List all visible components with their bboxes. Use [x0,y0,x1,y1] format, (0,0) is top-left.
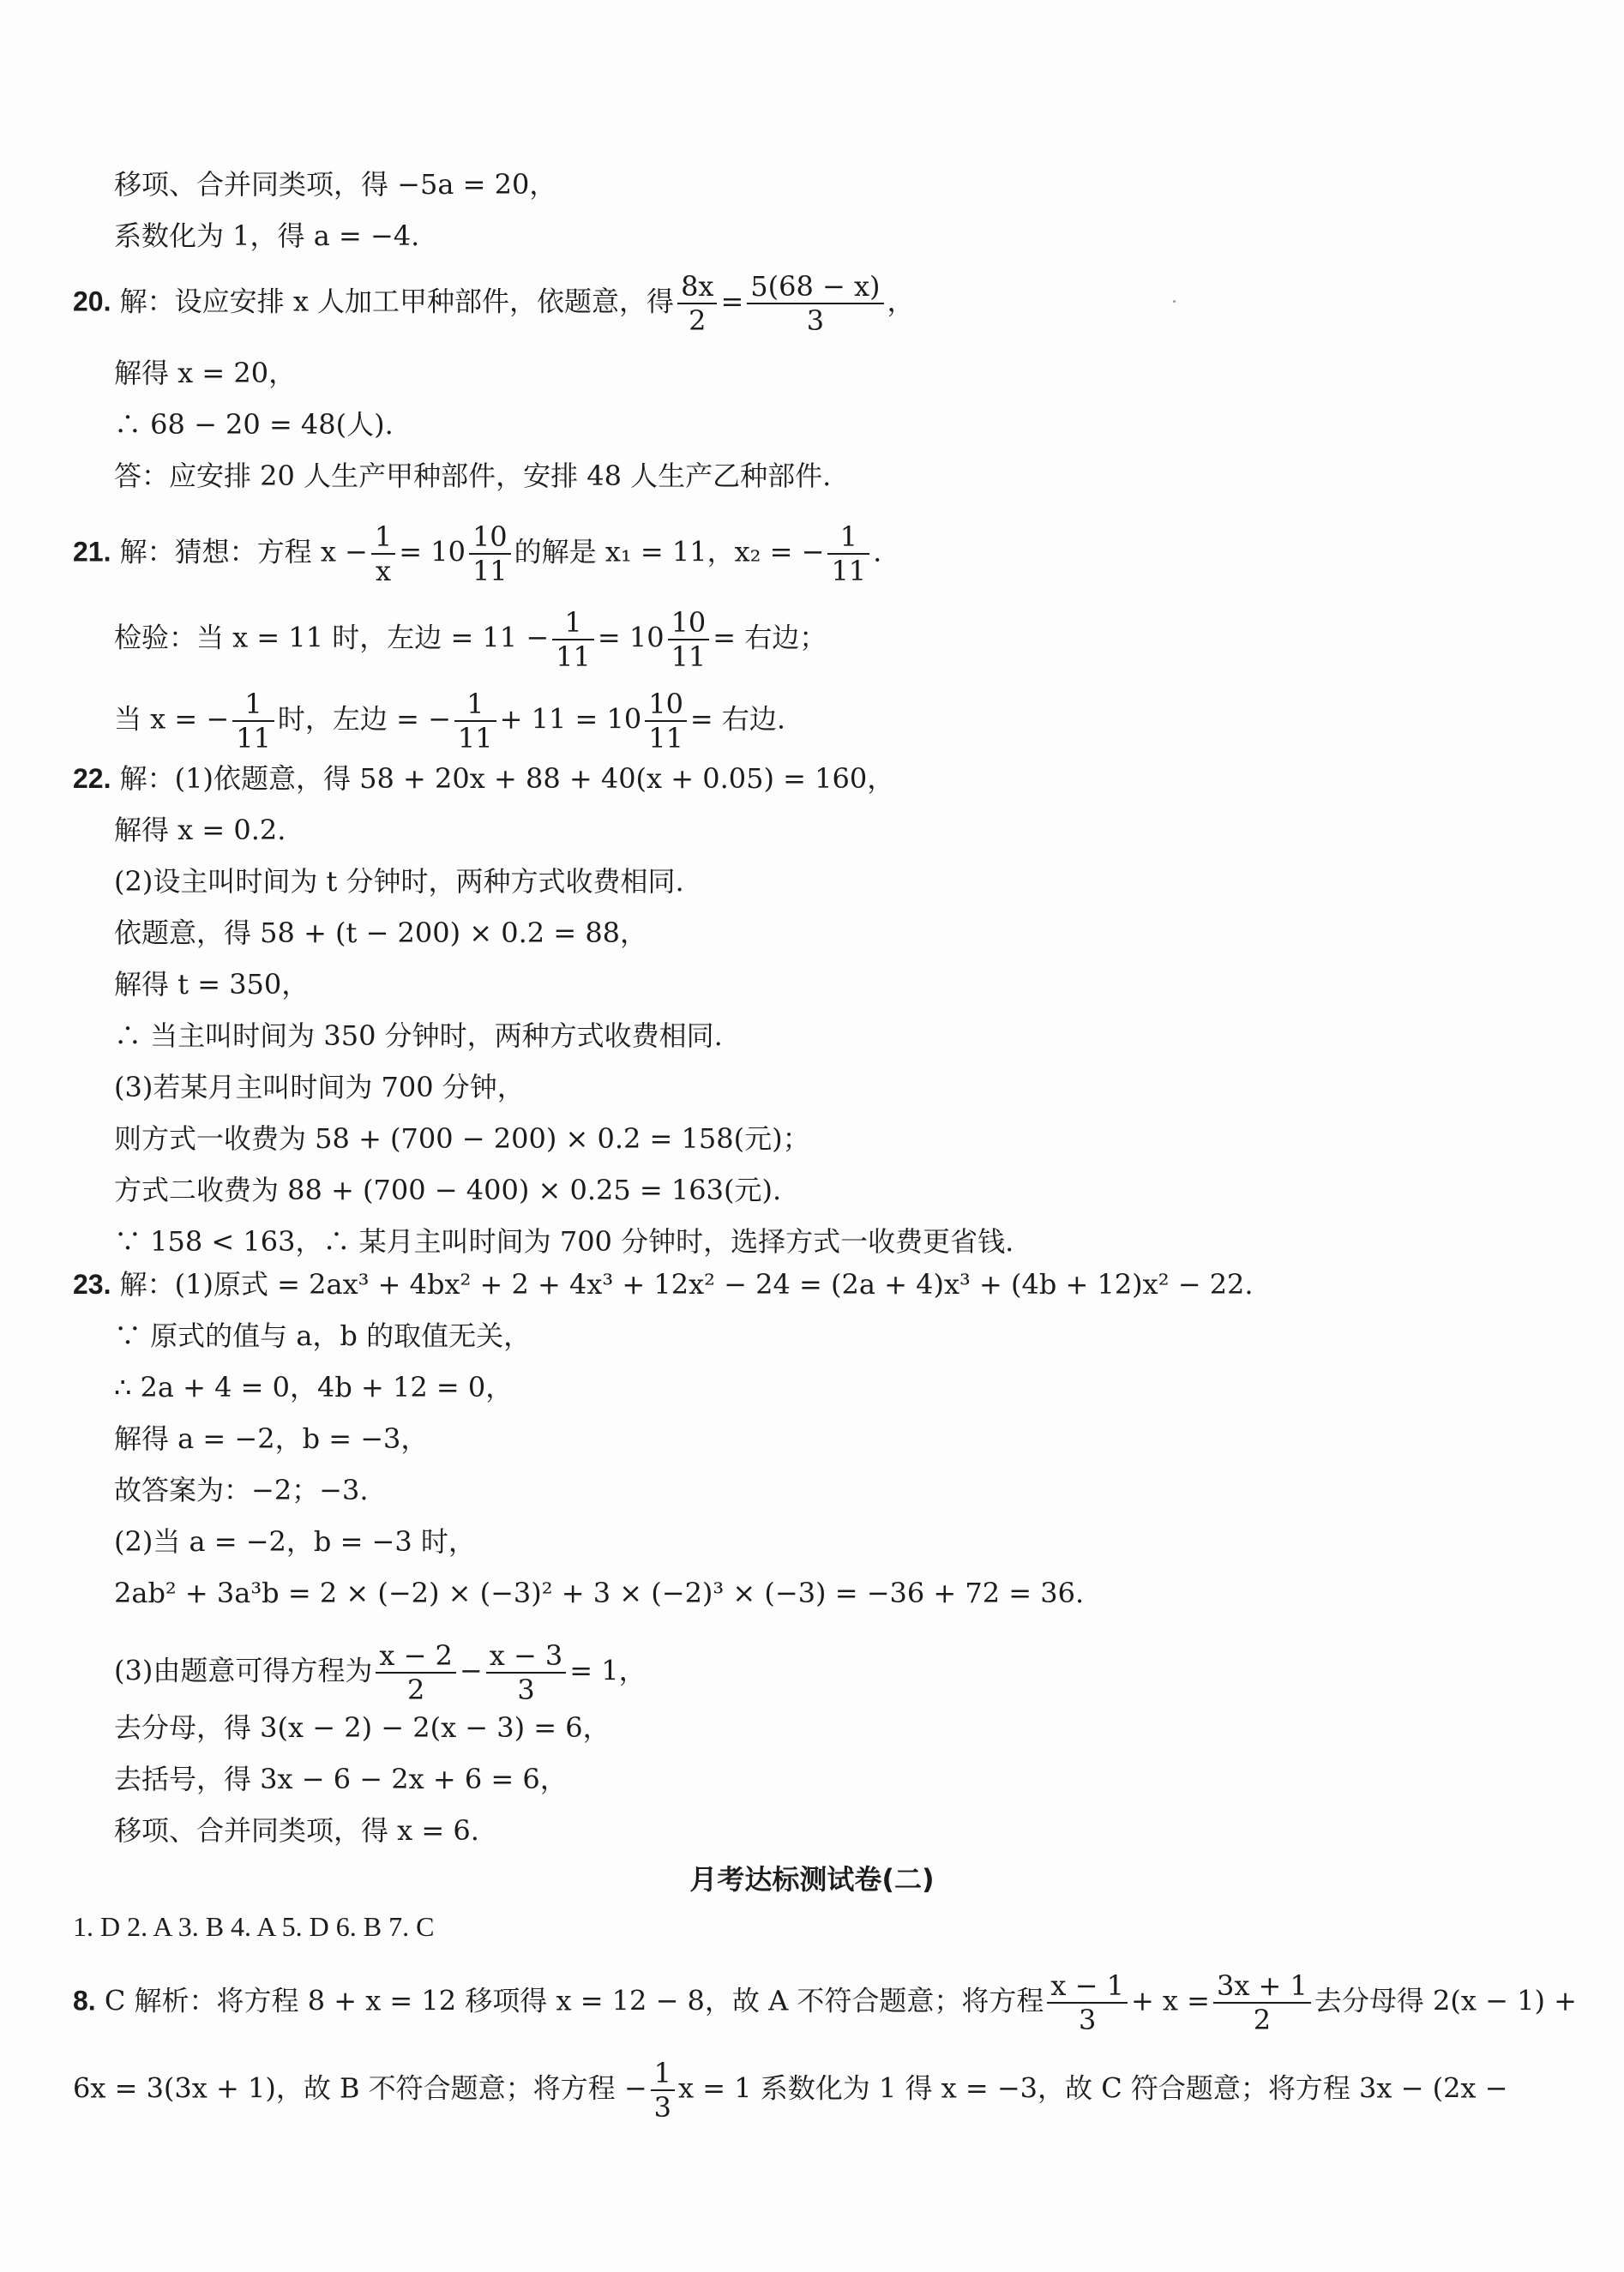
text-line: 解得 a = −2，b = −3， [114,1422,429,1455]
question-22 [73,761,894,796]
text: 解：设应安排 x 人加工甲种部件，依题意，得 [119,285,675,318]
text-line: (2)设主叫时间为 t 分钟时，两种方式收费相同. [114,865,684,898]
fraction: $\frac{1}{3}$ [651,2059,675,2121]
question-23 [73,1267,1254,1301]
text-line: 移项、合并同类项，得 −5a = 20， [114,168,557,201]
text-line: (3)由题意可得方程为 $\frac{x - 2}{2}$ − $\frac{x - 3}{3}$ = 1， [114,1639,647,1706]
text-line: 6x = 3(3x + 1)，故 B 不符合题意；将方程 − $\frac{1}{3}$ x = 1 系数化为 1 得 x = −3，故 C 符合题意；将方程 3x − (2x − [73,2057,1508,2124]
text: = [720,285,744,318]
text-line: ∴ 68 − 20 = 48(人). [114,408,394,441]
question-21 [73,520,882,587]
text: 解：(1)原式 = 2ax³ + 4bx² + 2 + 4x³ + 12x² − 24 = (2a + 4)x³ + (4b + 12)x² − 22. [119,1268,1254,1301]
text-line: 依题意，得 58 + (t − 200) × 0.2 = 88， [114,917,648,949]
question-20 [73,270,915,337]
text-line: 解得 x = 20， [114,357,297,389]
text: + x = [1130,1984,1210,2017]
text-line: ∴ 2a + 4 = 0，4b + 12 = 0， [114,1371,514,1403]
question-number: 21. [73,536,111,568]
text-line: 系数化为 1，得 a = −4. [114,219,420,252]
scan-speck [1173,300,1176,303]
fraction: $\frac{1}{11}$ [552,609,594,670]
fraction: $\frac{8x}{2}$ [677,273,717,334]
fraction: $\frac{3x + 1}{2}$ [1213,1972,1311,2034]
question-number: 22. [73,763,111,794]
text: ， [887,285,915,318]
answer-list: 1. D 2. A 3. B 4. A 5. D 6. B 7. C [73,1911,435,1942]
section-title: 月考达标测试卷(二) [689,1863,935,1896]
fraction: $\frac{1}{11}$ [232,690,274,752]
text-line: ∵ 158 < 163，∴ 某月主叫时间为 700 分钟时，选择方式一收费更省钱. [114,1225,1014,1258]
text: = 10 [399,535,466,568]
text-line: 去括号，得 3x − 6 − 2x + 6 = 6， [114,1763,568,1795]
text: 解：(1)依题意，得 58 + 20x + 88 + 40(x + 0.05) = 160， [119,762,895,795]
text: C 解析：将方程 8 + x = 12 移项得 x = 12 − 8，故 A 不符合题意；将方程 [104,1984,1044,2017]
fraction: $\frac{x - 2}{2}$ [376,1642,456,1704]
text: . [873,535,882,568]
fraction: $\frac{1}{11}$ [827,523,869,585]
text: 解：猜想：方程 x − [119,535,368,568]
question-number: 20. [73,286,111,317]
text-line: (3)若某月主叫时间为 700 分钟， [114,1071,525,1103]
text-line: 当 x = − $\frac{1}{11}$ 时，左边 = − $\frac{1}{11}$ + 11 = 10 $\frac{10}{11}$ = 右边. [114,688,786,754]
text: 的解是 x₁ = 11，x₂ = − [514,535,825,568]
text-line: (2)当 a = −2，b = −3 时， [114,1525,476,1558]
fraction: $\frac{10}{11}$ [645,690,687,752]
question-8 [73,1969,1577,2036]
fraction: $\frac{1}{x}$ [371,523,395,585]
text-line: 答：应安排 20 人生产甲种部件，安排 48 人生产乙种部件. [114,460,832,492]
text-line: 故答案为：−2；−3. [114,1474,369,1506]
text-line: 方式二收费为 88 + (700 − 400) × 0.25 = 163(元). [114,1174,782,1206]
question-number: 8. [73,1985,96,2017]
text-line: 去分母，得 3(x − 2) − 2(x − 3) = 6， [114,1711,611,1744]
text-line: ∵ 原式的值与 a，b 的取值无关， [114,1319,532,1352]
text-line: ∴ 当主叫时间为 350 分钟时，两种方式收费相同. [114,1019,723,1052]
text-line: 检验：当 x = 11 时，左边 = 11 − $\frac{1}{11}$ = 10 $\frac{10}{11}$ = 右边； [114,606,827,673]
question-number: 23. [73,1269,111,1300]
text-line: 解得 x = 0.2. [114,814,286,846]
text-line: 则方式一收费为 58 + (700 − 200) × 0.2 = 158(元)； [114,1122,810,1155]
fraction: $\frac{10}{11}$ [668,609,710,670]
fraction: $\frac{x - 3}{3}$ [486,1642,567,1704]
text-line: 移项、合并同类项，得 x = 6. [114,1814,479,1847]
fraction: $\frac{x - 1}{3}$ [1047,1972,1128,2034]
fraction: $\frac{1}{11}$ [454,690,496,752]
fraction: $\frac{5(68 - x)}{3}$ [747,273,883,334]
fraction: $\frac{10}{11}$ [469,523,511,585]
text-line: 解得 t = 350， [114,968,310,1001]
text: 去分母得 2(x − 1) + [1314,1984,1577,2017]
text-line: 2ab² + 3a³b = 2 × (−2) × (−3)² + 3 × (−2)³ × (−3) = −36 + 72 = 36. [114,1577,1085,1609]
